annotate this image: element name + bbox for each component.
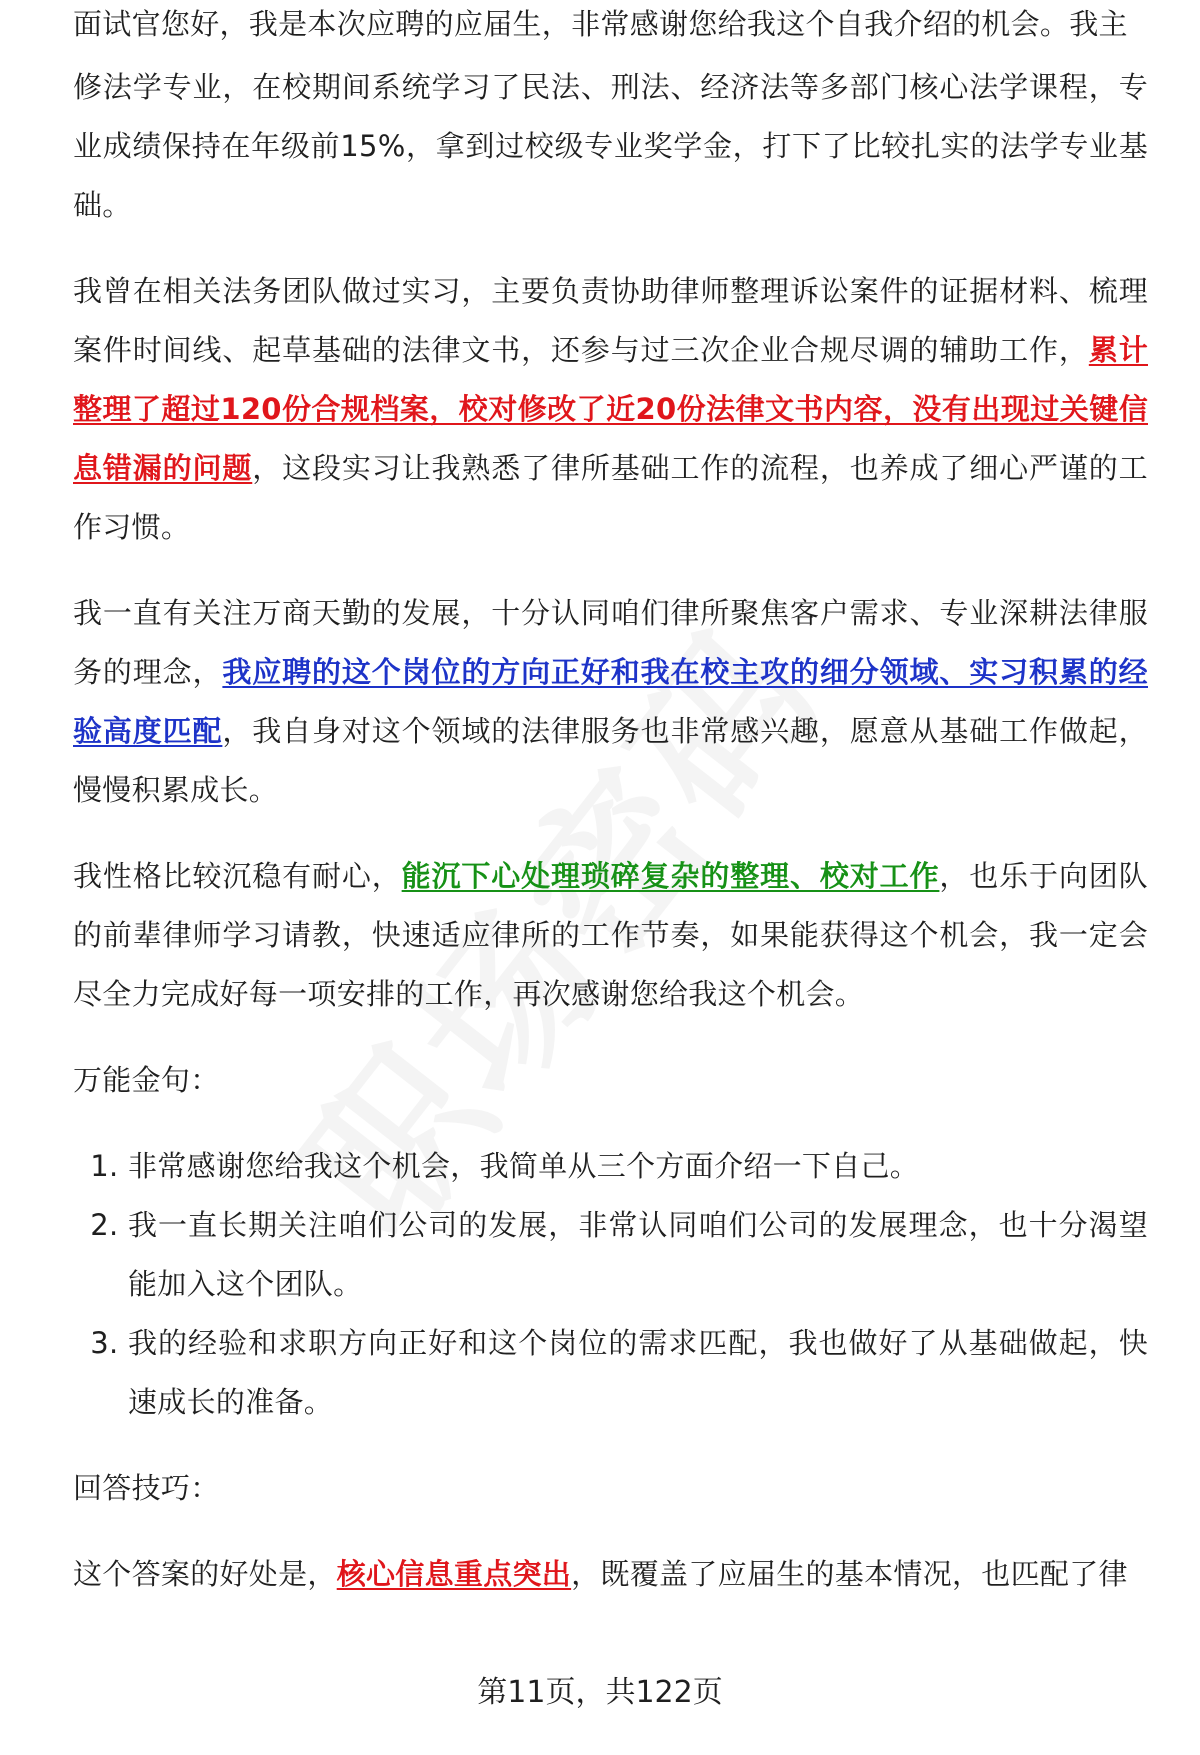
heading-universal-phrases: 万能金句： xyxy=(73,1063,220,1097)
paragraph-personality-text-end: ，也乐于向团队的前辈律师学习请教，快速适应律所的工作节奏，如果能获得这个机会，我一定会尽全力完成好每一项安排的工作，再次感谢您给我这个机会。 xyxy=(73,859,1148,1011)
highlight-core-info: 核心信息重点突出 xyxy=(336,1557,572,1591)
universal-phrases-list xyxy=(73,1137,1148,1432)
paragraph-internship xyxy=(73,262,1148,557)
paragraph-internship-text-end: ，这段实习让我熟悉了律所基础工作的流程，也养成了细心严谨的工作习惯。 xyxy=(73,451,1148,544)
paragraph-firm-fit-text: 我一直有关注万商天勤的发展，十分认同咱们律所聚焦客户需求、专业深耕法律服务的理念， xyxy=(73,596,1148,689)
paragraph-education xyxy=(73,58,1148,235)
phrase-item-2: 2. 我一直长期关注咱们公司的发展，非常认同咱们公司的发展理念，也十分渴望能加入这个团队。 xyxy=(128,1196,1148,1314)
cut-off-line xyxy=(73,7,1148,58)
paragraph-personality xyxy=(73,847,1148,1024)
paragraph-tips-text: 这个答案的好处是， xyxy=(73,1557,337,1591)
paragraph-firm-fit xyxy=(73,584,1148,820)
cut-off-line-text: 面试官您好，我是本次应聘的应届生，非常感谢您给我这个自我介绍的机会。我主 xyxy=(73,7,1128,41)
phrase-item-3: 3. 我的经验和求职方向正好和这个岗位的需求匹配，我也做好了从基础做起，快速成长的准备。 xyxy=(128,1314,1148,1432)
highlight-internship-achievement: 累计整理了超过120份合规档案，校对修改了近20份法律文书内容，没有出现过关键信息错漏的问题 xyxy=(73,333,1148,485)
document-body xyxy=(73,7,1148,1631)
paragraph-firm-fit-text-end: ，我自身对这个领域的法律服务也非常感兴趣，愿意从基础工作做起，慢慢积累成长。 xyxy=(73,714,1148,807)
paragraph-tips xyxy=(73,1545,1148,1604)
paragraph-education-text: 修法学专业，在校期间系统学习了民法、刑法、经济法等多部门核心法学课程，专业成绩保持在年级前15%，拿到过校级专业奖学金，打下了比较扎实的法学专业基础。 xyxy=(73,70,1148,222)
paragraph-tips-text-end: ，既覆盖了应届生的基本情况，也匹配了律 xyxy=(571,1557,1128,1591)
highlight-position-match: 我应聘的这个岗位的方向正好和我在校主攻的细分领域、实习积累的经验高度匹配 xyxy=(73,655,1148,748)
highlight-patience: 能沉下心处理琐碎复杂的整理、校对工作 xyxy=(401,859,940,893)
paragraph-personality-text: 我性格比较沉稳有耐心， xyxy=(73,859,402,893)
heading-answer-tips: 回答技巧： xyxy=(73,1471,220,1505)
page-number-footer: 第11页，共122页 xyxy=(477,1675,723,1710)
paragraph-internship-text: 我曾在相关法务团队做过实习，主要负责协助律师整理诉讼案件的证据材料、梳理案件时间线、起草基础的法律文书，还参与过三次企业合规尽调的辅助工作， xyxy=(73,274,1148,367)
phrase-item-1: 1. 非常感谢您给我这个机会，我简单从三个方面介绍一下自己。 xyxy=(128,1137,1148,1196)
